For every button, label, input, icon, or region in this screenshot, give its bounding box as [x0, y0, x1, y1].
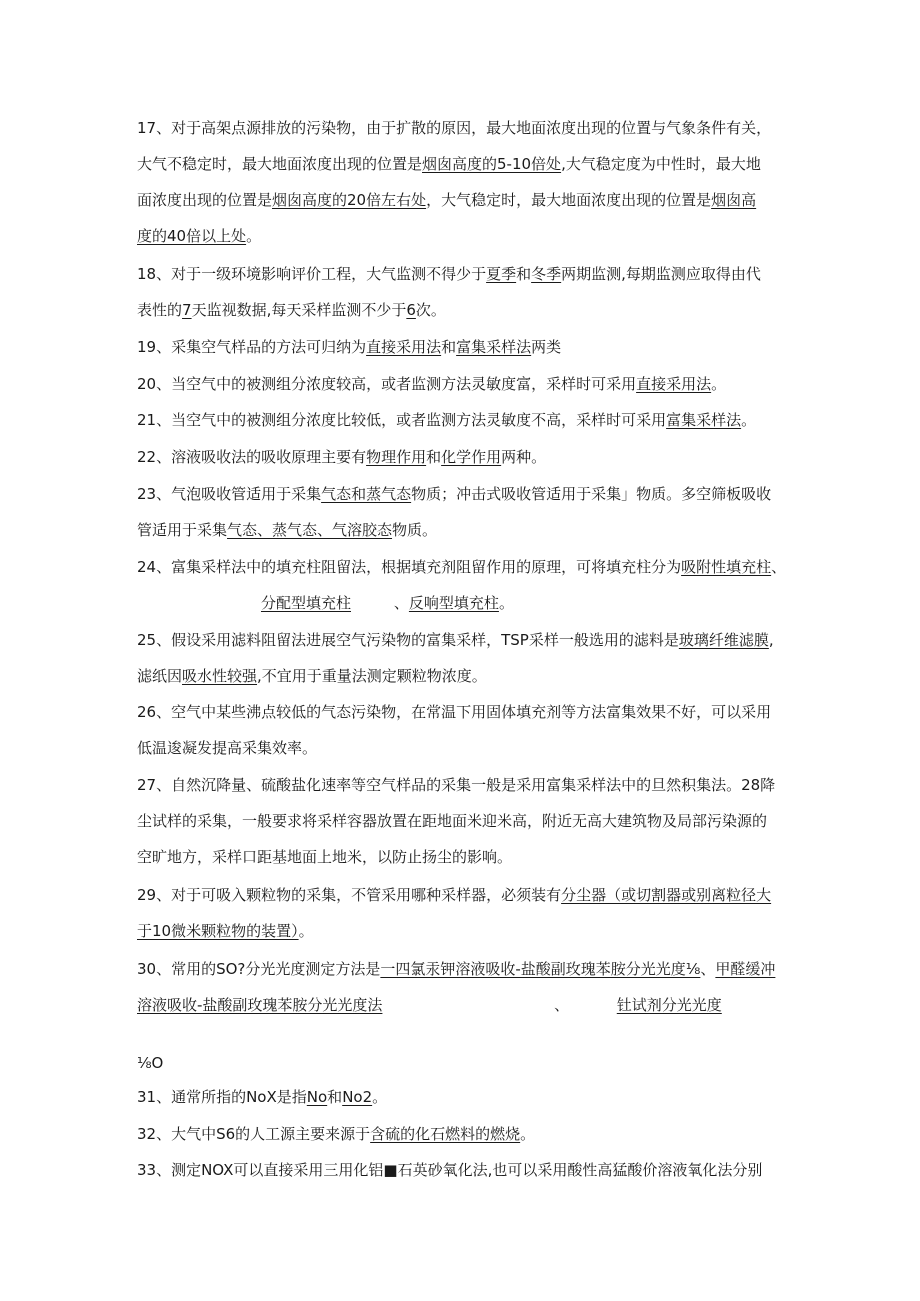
question-26	[137, 694, 787, 766]
question-line	[137, 366, 787, 402]
question-line	[137, 402, 787, 438]
question-text: ⅛O	[137, 1054, 164, 1072]
question-20	[137, 366, 787, 402]
question-text: 30、常用的SO?分光光度测定方法是	[137, 960, 381, 978]
answer-blank: 分配型填充柱	[260, 594, 351, 612]
question-23	[137, 476, 787, 548]
question-30	[137, 951, 787, 1081]
question-line	[137, 987, 787, 1023]
question-text: 。	[298, 922, 314, 940]
question-text: 。	[711, 375, 727, 393]
question-text: 管适用于采集	[137, 521, 228, 539]
question-text: 低温逡凝发提高采集效率。	[137, 739, 318, 757]
question-text: 。	[372, 1088, 388, 1106]
answer-blank: 夏季	[486, 265, 517, 283]
question-text: 21、当空气中的被测组分浓度比较低，或者监测方法灵敏度不高，采样时可采用	[137, 411, 667, 429]
question-text: 。	[741, 411, 757, 429]
question-text: 、	[382, 996, 617, 1014]
question-text: 、	[351, 594, 409, 612]
question-text: 。	[498, 594, 514, 612]
question-line	[137, 694, 787, 730]
answer-blank: 于10微米颗粒物的装置）	[137, 922, 299, 940]
question-text: 两期监测,每期监测应取得由代	[561, 265, 761, 283]
answer-blank: 度的40倍以上处	[137, 227, 247, 245]
question-line	[137, 110, 787, 146]
answer-blank: 反响型填充柱	[408, 594, 499, 612]
question-line	[137, 549, 787, 585]
question-line	[137, 951, 787, 987]
answer-blank: 玻璃纤维滤膜	[678, 631, 769, 649]
question-text: 面浓度出现的位置是	[137, 191, 273, 209]
question-text: 天监视数据,每天采样监测不少于	[191, 301, 407, 319]
question-text: 20、当空气中的被测组分浓度较高，或者监测方法灵敏度富，采样时可采用	[137, 375, 637, 393]
question-text: 24、富集采样法中的填充柱阻留法，根据填充剂阻留作用的原理，可将填充柱分为	[137, 558, 682, 576]
question-line	[137, 512, 787, 548]
question-text: 两类	[531, 338, 562, 356]
question-31	[137, 1079, 787, 1115]
question-line	[137, 585, 787, 621]
question-line	[137, 329, 787, 365]
answer-blank: 7	[182, 301, 192, 319]
question-32	[137, 1116, 787, 1152]
question-text: 和	[441, 338, 457, 356]
question-text: 空旷地方，采样口距基地面上地米，以防止扬尘的影响。	[137, 848, 513, 866]
question-line	[137, 1116, 787, 1152]
question-17	[137, 110, 787, 254]
question-text: 尘试样的采集，一般要求将采样容器放置在距地面米迎米高，附近无高大建筑物及局部污染源的	[137, 812, 768, 830]
question-text: 和	[516, 265, 532, 283]
question-text: 滤纸因	[137, 667, 183, 685]
question-line	[137, 292, 787, 328]
answer-blank: 钍试剂分光光度	[616, 996, 722, 1014]
question-19	[137, 329, 787, 365]
question-text: ,	[768, 631, 774, 649]
answer-blank: 含硫的化石燃料的燃烧	[370, 1125, 521, 1143]
question-line	[137, 730, 787, 766]
answer-blank: 溶液吸收-盐酸副玫瑰苯胺分光光度法	[137, 996, 383, 1014]
question-text: 29、对于可吸入颗粒物的采集，不管采用哪种采样器，必须装有	[137, 886, 562, 904]
answer-blank: 烟囱高	[711, 191, 757, 209]
question-line	[137, 476, 787, 512]
question-line	[137, 767, 787, 803]
question-line	[137, 877, 787, 913]
question-18	[137, 256, 787, 328]
answer-blank: 一四氯汞钾溶液吸收-盐酸副玫瑰苯胺分光光度⅛	[380, 960, 701, 978]
answer-blank: 气态和蒸气态	[321, 485, 412, 503]
question-text: 31、通常所指的NoX是指	[137, 1088, 307, 1106]
answer-blank: 直接采用法	[366, 338, 442, 356]
question-line	[137, 256, 787, 292]
question-line	[137, 1079, 787, 1115]
answer-blank: No2	[342, 1088, 373, 1106]
question-text: 、	[700, 960, 716, 978]
answer-blank: 冬季	[531, 265, 562, 283]
answer-blank: 甲醛缓冲	[715, 960, 776, 978]
question-text	[137, 594, 261, 612]
question-line	[137, 1045, 787, 1081]
question-27	[137, 767, 787, 875]
question-line	[137, 803, 787, 839]
answer-blank: 直接采用法	[636, 375, 712, 393]
question-text: 两种。	[501, 448, 547, 466]
question-22	[137, 439, 787, 475]
question-text: 。	[520, 1125, 536, 1143]
question-line	[137, 622, 787, 658]
answer-blank: 物理作用	[366, 448, 427, 466]
answer-blank: No	[306, 1088, 328, 1106]
question-text: 表性的	[137, 301, 183, 319]
question-text: 17、对于高架点源排放的污染物，由于扩散的原因，最大地面浓度出现的位置与气象条件有关，	[137, 119, 772, 137]
question-text: 27、自然沉降量、硫酸盐化速率等空气样品的采集一般是采用富集采样法中的旦然积集法。28降	[137, 776, 776, 794]
question-line	[137, 439, 787, 475]
question-text: 物质。	[392, 521, 438, 539]
question-25	[137, 622, 787, 694]
question-line	[137, 218, 787, 254]
question-text: 22、溶液吸收法的吸收原理主要有	[137, 448, 367, 466]
question-33	[137, 1152, 787, 1188]
question-line	[137, 913, 787, 949]
question-line	[137, 182, 787, 218]
question-line	[137, 146, 787, 182]
answer-blank: 烟囱高度的5-10倍处	[422, 155, 562, 173]
question-24	[137, 549, 787, 621]
question-text: ,不宜用于重量法测定颗粒物浓度。	[257, 667, 487, 685]
question-21	[137, 402, 787, 438]
question-line	[137, 839, 787, 875]
question-text: ,大气稳定度为中性时，最大地	[561, 155, 761, 173]
question-line	[137, 1152, 787, 1188]
question-text: ，大气稳定时，最大地面浓度出现的位置是	[426, 191, 712, 209]
question-text: 。	[246, 227, 262, 245]
question-text: 物质；冲击式吸收管适用于采集」物质。多空筛板吸收	[411, 485, 772, 503]
question-text: 大气不稳定时，最大地面浓度出现的位置是	[137, 155, 423, 173]
question-text: 26、空气中某些沸点较低的气态污染物，在常温下用固体填充剂等方法富集效果不好，可以采用	[137, 703, 772, 721]
answer-blank: 富集采样法	[666, 411, 742, 429]
question-text: 、	[771, 558, 787, 576]
answer-blank: 吸水性较强	[182, 667, 258, 685]
question-text: 次。	[415, 301, 446, 319]
answer-blank: 分尘器（或切割器或别离粒径大	[561, 886, 772, 904]
question-text: 33、测定NOX可以直接采用三用化铝■石英砂氧化法,也可以采用酸性高猛酸价溶液氧化法分别	[137, 1161, 763, 1179]
answer-blank: 6	[406, 301, 416, 319]
question-line	[137, 658, 787, 694]
question-text: 和	[327, 1088, 343, 1106]
question-29	[137, 877, 787, 949]
answer-blank: 气态、蒸气态、气溶胶态	[227, 521, 393, 539]
answer-blank: 吸附性填充柱	[681, 558, 772, 576]
question-text: 23、气泡吸收管适用于采集	[137, 485, 322, 503]
answer-blank: 化学作用	[441, 448, 502, 466]
answer-blank: 富集采样法	[456, 338, 532, 356]
question-text: 19、采集空气样品的方法可归纳为	[137, 338, 367, 356]
question-text: 32、大气中S6的人工源主要来源于	[137, 1125, 371, 1143]
question-text: 18、对于一级环境影响评价工程，大气监测不得少于	[137, 265, 487, 283]
question-text: 和	[426, 448, 442, 466]
question-text: 25、假设采用滤料阻留法进展空气污染物的富集采样，TSP采样一般选用的滤料是	[137, 631, 679, 649]
answer-blank: 烟囱高度的20倍左右处	[272, 191, 427, 209]
